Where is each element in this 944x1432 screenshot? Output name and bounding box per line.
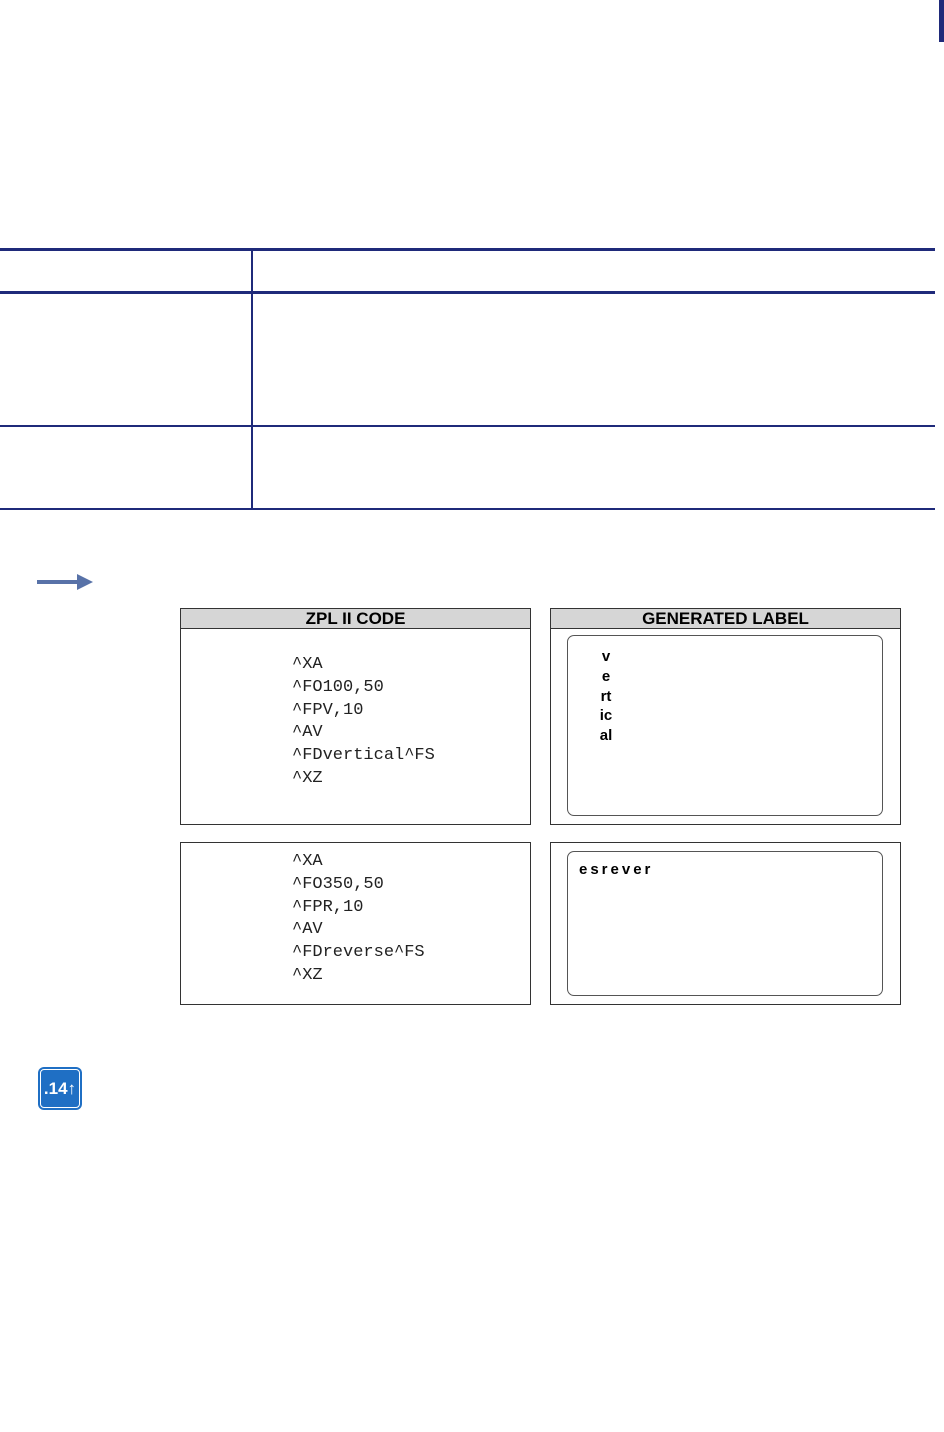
label-preview-frame <box>567 851 883 996</box>
table-header-rule <box>0 291 935 294</box>
label-panel-example-1 <box>550 608 901 825</box>
label-preview-frame <box>567 635 883 816</box>
label-panel-header: GENERATED LABEL <box>551 609 900 629</box>
label-panel-example-2 <box>550 842 901 1005</box>
code-panel-example-1 <box>180 608 531 825</box>
code-panel-example-2 <box>180 842 531 1005</box>
table-bottom-rule <box>0 508 935 510</box>
example-arrow-icon <box>37 574 93 590</box>
table-top-rule <box>0 248 935 251</box>
firmware-version-text: .14↑ <box>43 1079 77 1098</box>
vertical-label-text: vertical <box>599 648 613 745</box>
zpl-code-example-2: ^XA ^FO350,50 ^FPR,10 ^AV ^FDreverse^FS ^XZ <box>292 852 425 985</box>
firmware-version-icon <box>38 1067 82 1110</box>
page-edge-tab <box>939 0 944 42</box>
code-panel-header: ZPL II CODE <box>181 609 530 629</box>
table-column-divider <box>251 251 253 509</box>
table-row-rule <box>0 425 935 427</box>
zpl-code-example-1: ^XA ^FO100,50 ^FPV,10 ^AV ^FDvertical^FS ^XZ <box>292 655 435 788</box>
reverse-label-text: esrever <box>579 861 654 878</box>
